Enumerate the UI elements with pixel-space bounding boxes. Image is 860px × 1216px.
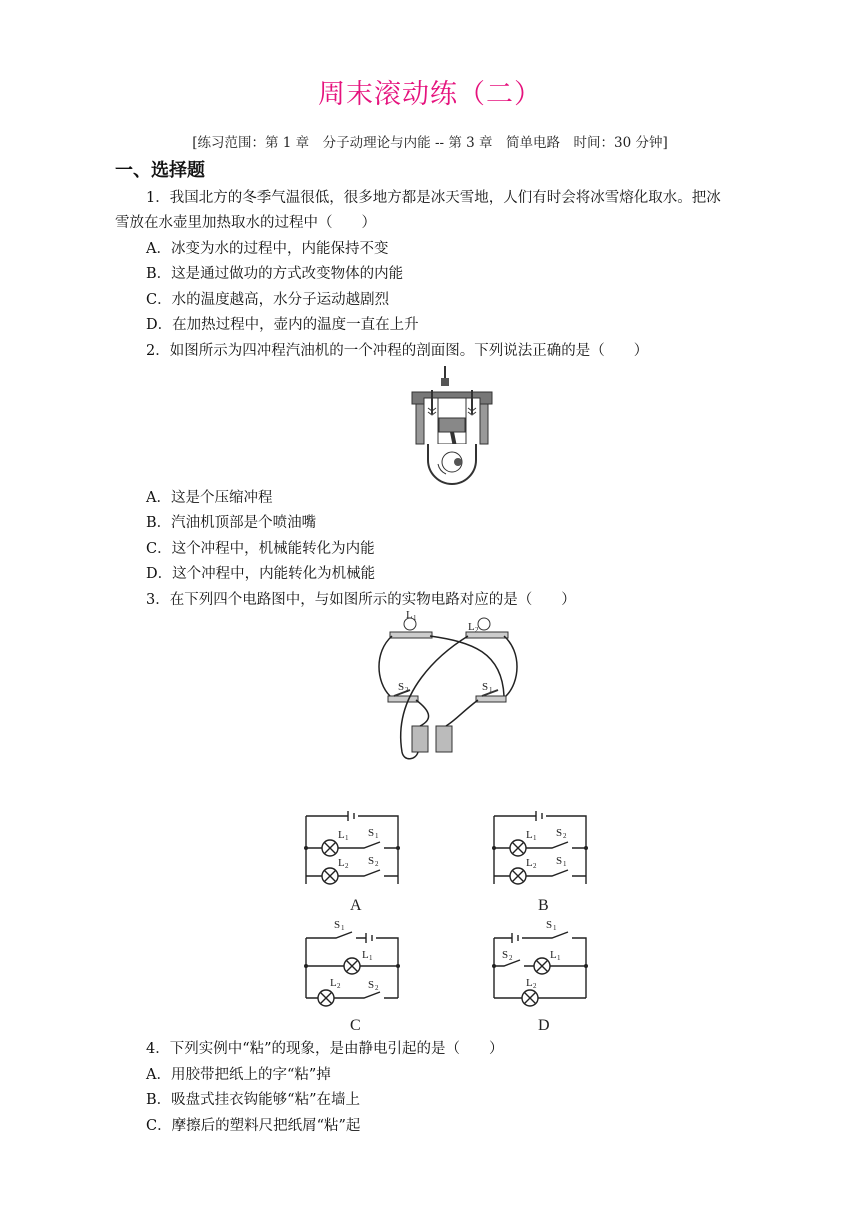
q2-option-b: B．汽油机顶部是个喷油嘴 bbox=[146, 515, 317, 531]
circuit-a-l1-sub: 1 bbox=[345, 834, 349, 842]
photo-s1-label: S bbox=[482, 681, 489, 693]
q4-option-c: C．摩擦后的塑料尺把纸屑“粘”起 bbox=[146, 1118, 361, 1134]
circuit-b-caption: B bbox=[538, 897, 549, 914]
physical-circuit-photo bbox=[372, 609, 522, 762]
circuit-b-l1-sub: 1 bbox=[533, 834, 537, 842]
q2-option-c: C．这个冲程中，机械能转化为内能 bbox=[146, 541, 375, 557]
q1-option-d: D．在加热过程中，壶内的温度一直在上升 bbox=[146, 317, 419, 333]
circuit-a-s1-sub: 1 bbox=[375, 832, 379, 840]
circuit-c-s2: S bbox=[368, 979, 375, 991]
q1-option-a: A．冰变为水的过程中，内能保持不变 bbox=[146, 241, 389, 257]
q3-stem: 3．在下列四个电路图中，与如图所示的实物电路对应的是（ ） bbox=[146, 592, 576, 608]
circuit-a-l1: L bbox=[338, 829, 345, 841]
circuit-d-s1: S bbox=[546, 919, 553, 931]
circuit-d-l2-sub: 2 bbox=[533, 982, 537, 990]
circuit-d-l1: L bbox=[550, 949, 557, 961]
circuit-d bbox=[490, 916, 594, 1034]
q2-stem: 2．如图所示为四冲程汽油机的一个冲程的剖面图。下列说法正确的是（ ） bbox=[146, 343, 649, 359]
circuit-d-l2: L bbox=[526, 977, 533, 989]
circuit-c-s1-sub: 1 bbox=[341, 924, 345, 932]
page-title: 周末滚动练（二） bbox=[318, 79, 542, 110]
photo-l2-label: L bbox=[468, 621, 475, 633]
circuit-c-l2: L bbox=[330, 977, 337, 989]
circuit-a-s1: S bbox=[368, 827, 375, 839]
circuit-c-l1-sub: 1 bbox=[369, 954, 373, 962]
circuit-b-s2-sub: 2 bbox=[563, 832, 567, 840]
engine-diagram bbox=[408, 364, 498, 484]
circuit-b-l2: L bbox=[526, 857, 533, 869]
circuit-d-caption: D bbox=[538, 1017, 550, 1034]
circuit-b bbox=[490, 808, 594, 914]
photo-s2-sub: 2 bbox=[405, 686, 409, 694]
circuit-b-l2-sub: 2 bbox=[533, 862, 537, 870]
circuit-a-l2: L bbox=[338, 857, 345, 869]
circuit-d-l1-sub: 1 bbox=[557, 954, 561, 962]
q2-option-a: A．这是个压缩冲程 bbox=[146, 490, 273, 506]
photo-l1-sub: 1 bbox=[413, 614, 417, 622]
q1-stem-line2: 雪放在水壶里加热取水的过程中（ ） bbox=[115, 215, 376, 231]
circuit-a-caption: A bbox=[350, 897, 362, 914]
section-heading: 一、选择题 bbox=[115, 160, 205, 181]
circuit-c-s2-sub: 2 bbox=[375, 984, 379, 992]
circuit-c bbox=[302, 916, 406, 1034]
circuit-d-s2: S bbox=[502, 949, 509, 961]
q4-stem: 4．下列实例中“粘”的现象，是由静电引起的是（ ） bbox=[146, 1041, 504, 1057]
practice-range: [练习范围：第 1 章 分子动理论与内能 -- 第 3 章 简单电路 时间：30 分钟] bbox=[192, 135, 668, 151]
q1-stem-line1: 1．我国北方的冬季气温很低，很多地方都是冰天雪地，人们有时会将冰雪熔化取水。把冰 bbox=[146, 190, 721, 206]
circuit-a-l2-sub: 2 bbox=[345, 862, 349, 870]
circuit-a bbox=[302, 808, 406, 914]
circuit-a-s2: S bbox=[368, 855, 375, 867]
q1-option-b: B．这是通过做功的方式改变物体的内能 bbox=[146, 266, 404, 282]
circuit-c-caption: C bbox=[350, 1017, 361, 1034]
photo-l2-sub: 2 bbox=[475, 626, 479, 634]
circuit-b-s2: S bbox=[556, 827, 563, 839]
circuit-b-s1: S bbox=[556, 855, 563, 867]
photo-s1-sub: 1 bbox=[489, 686, 493, 694]
photo-l1-label: L bbox=[406, 609, 413, 621]
circuit-c-s1: S bbox=[334, 919, 341, 931]
q4-option-b: B．吸盘式挂衣钩能够“粘”在墙上 bbox=[146, 1092, 360, 1108]
q4-option-a: A．用胶带把纸上的字“粘”掉 bbox=[146, 1067, 331, 1083]
q2-option-d: D．这个冲程中，内能转化为机械能 bbox=[146, 566, 376, 582]
circuit-d-s1-sub: 1 bbox=[553, 924, 557, 932]
circuit-b-l1: L bbox=[526, 829, 533, 841]
circuit-c-l1: L bbox=[362, 949, 369, 961]
circuit-c-l2-sub: 2 bbox=[337, 982, 341, 990]
circuit-b-s1-sub: 1 bbox=[563, 860, 567, 868]
q1-option-c: C．水的温度越高，水分子运动越剧烈 bbox=[146, 292, 390, 308]
circuit-a-s2-sub: 2 bbox=[375, 860, 379, 868]
photo-s2-label: S bbox=[398, 681, 405, 693]
circuit-d-s2-sub: 2 bbox=[509, 954, 513, 962]
